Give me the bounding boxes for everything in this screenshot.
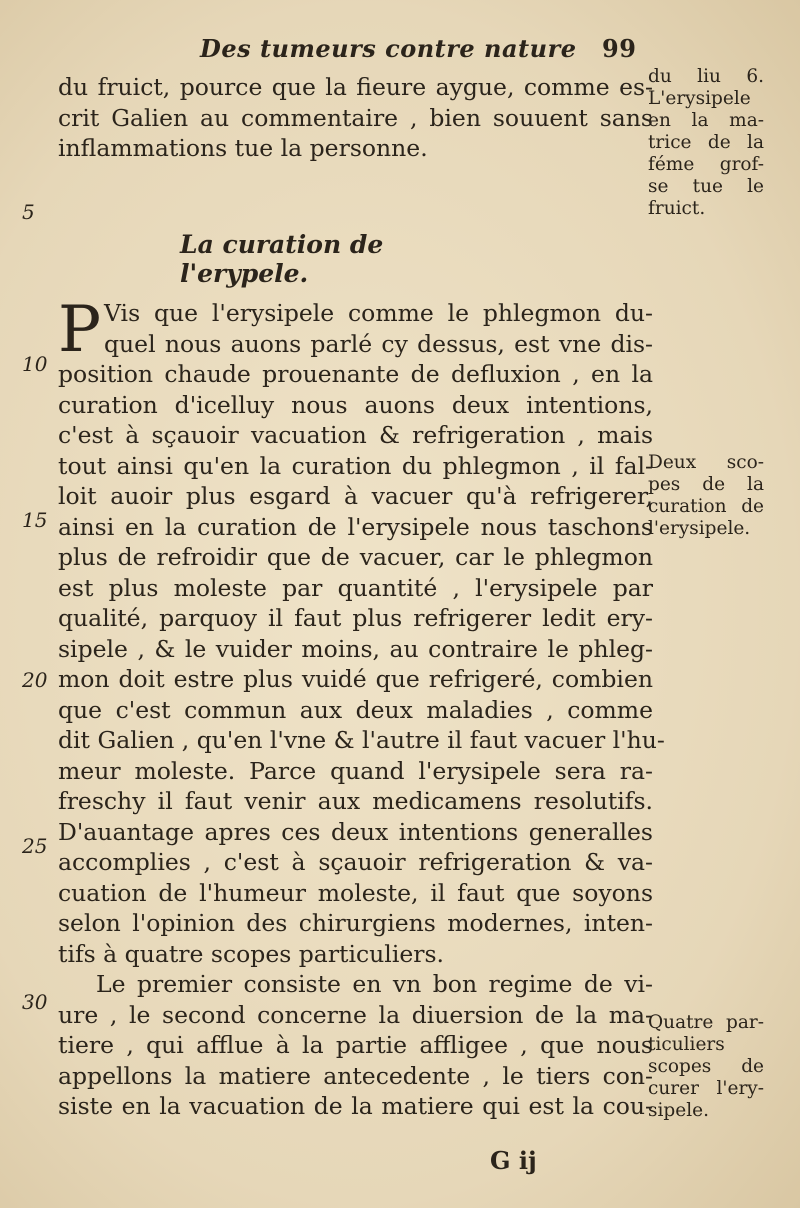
text-line: tout ainsi qu'en la curation du phlegmon , il fal- bbox=[58, 451, 653, 480]
text-line: mon doit estre plus vuidé que refrigeré, combien bbox=[58, 665, 653, 693]
text-line: c'est à sçauoir vacuation & refrigeration , mais bbox=[58, 421, 653, 449]
margin-line: se tue le bbox=[648, 176, 764, 197]
margin-line: en la ma- bbox=[648, 110, 764, 131]
margin-line: ticuliers bbox=[648, 1034, 725, 1055]
margin-line: sipele. bbox=[648, 1100, 709, 1121]
margin-line: du liu 6. bbox=[648, 66, 764, 87]
margin-line: féme grof- bbox=[648, 154, 764, 175]
margin-line: L'erysipele bbox=[648, 88, 751, 109]
text-line: loit auoir plus esgard à vacuer qu'à refrigerer, bbox=[58, 482, 653, 510]
margin-note-two-scopes bbox=[648, 452, 764, 540]
margin-line: scopes de bbox=[648, 1056, 764, 1077]
text-line: qualité, parquoy il faut plus refrigerer ledit ery- bbox=[58, 604, 653, 632]
margin-line: trice de la bbox=[648, 132, 764, 153]
text-line: Le premier consiste en vn bon regime de vi- bbox=[96, 970, 653, 998]
text-line: inflammations tue la personne. bbox=[58, 134, 428, 162]
line-number: 15 bbox=[22, 508, 48, 532]
line-number: 20 bbox=[22, 668, 48, 692]
top-paragraph bbox=[58, 72, 653, 164]
signature-mark: G ij bbox=[490, 1146, 537, 1175]
margin-note-four-scopes bbox=[648, 1012, 764, 1122]
text-line: ure , le second concerne la diuersion de la ma- bbox=[58, 1000, 653, 1029]
margin-note-erysipelas-womb bbox=[648, 66, 764, 220]
margin-line: l'erysipele. bbox=[648, 518, 751, 539]
line-number: 25 bbox=[22, 834, 48, 858]
line-number: 30 bbox=[22, 990, 48, 1014]
text-line: crit Galien au commentaire , bien souuent sans bbox=[58, 103, 653, 132]
text-line: tiere , qui afflue à la partie affligee , que nous bbox=[58, 1031, 653, 1059]
text-line: appellons la matiere antecedente , le tiers con- bbox=[58, 1061, 653, 1090]
text-line: du fruict, pource que la fieure aygue, comme es- bbox=[58, 73, 653, 101]
text-line: accomplies , c'est à sçauoir refrigeration & va- bbox=[58, 848, 653, 876]
text-line: est plus moleste par quantité , l'erysipele par bbox=[58, 573, 653, 602]
drop-cap: P bbox=[58, 293, 102, 367]
text-line: selon l'opinion des chirurgiens modernes, inten- bbox=[58, 909, 653, 937]
main-paragraph bbox=[58, 293, 665, 1122]
text-line: quel nous auons parlé cy dessus, est vne dis- bbox=[104, 329, 653, 358]
text-line: sipele , & le vuider moins, au contraire le phleg- bbox=[58, 634, 653, 663]
margin-line: pes de la bbox=[648, 474, 764, 495]
text-line: tifs à quatre scopes particuliers. bbox=[58, 939, 445, 968]
text-line: siste en la vacuation de la matiere qui est la cou- bbox=[58, 1092, 653, 1120]
margin-line: fruict. bbox=[648, 198, 706, 219]
margin-line: Quatre par- bbox=[648, 1012, 764, 1033]
text-line: plus de refroidir que de vacuer, car le phlegmon bbox=[58, 543, 653, 571]
text-line: ainsi en la curation de l'erysipele nous taschons bbox=[58, 512, 653, 541]
line-number: 10 bbox=[22, 352, 48, 376]
text-line: Vis que l'erysipele comme le phlegmon du- bbox=[104, 299, 653, 327]
text-line: D'auantage apres ces deux intentions generalles bbox=[58, 817, 653, 846]
margin-line: Deux sco- bbox=[648, 452, 764, 473]
margin-line: curer l'ery- bbox=[648, 1078, 764, 1099]
text-line: que c'est commun aux deux maladies , comme bbox=[58, 695, 653, 724]
text-line: meur moleste. Parce quand l'erysipele sera ra- bbox=[58, 756, 653, 785]
running-title: Des tumeurs contre nature bbox=[200, 34, 577, 63]
margin-line: curation de bbox=[648, 496, 764, 517]
text-line: curation d'icelluy nous auons deux intentions, bbox=[58, 390, 653, 419]
section-title: La curation de l'erypele. bbox=[180, 230, 384, 288]
text-line: position chaude prouenante de defluxion , en la bbox=[58, 360, 653, 388]
line-number: 5 bbox=[22, 200, 35, 224]
text-line: cuation de l'humeur moleste, il faut que soyons bbox=[58, 878, 653, 907]
text-line: freschy il faut venir aux medicamens resolutifs. bbox=[58, 787, 653, 815]
text-line: dit Galien , qu'en l'vne & l'autre il faut vacuer l'hu- bbox=[58, 726, 665, 754]
page-number: 99 bbox=[602, 34, 637, 63]
